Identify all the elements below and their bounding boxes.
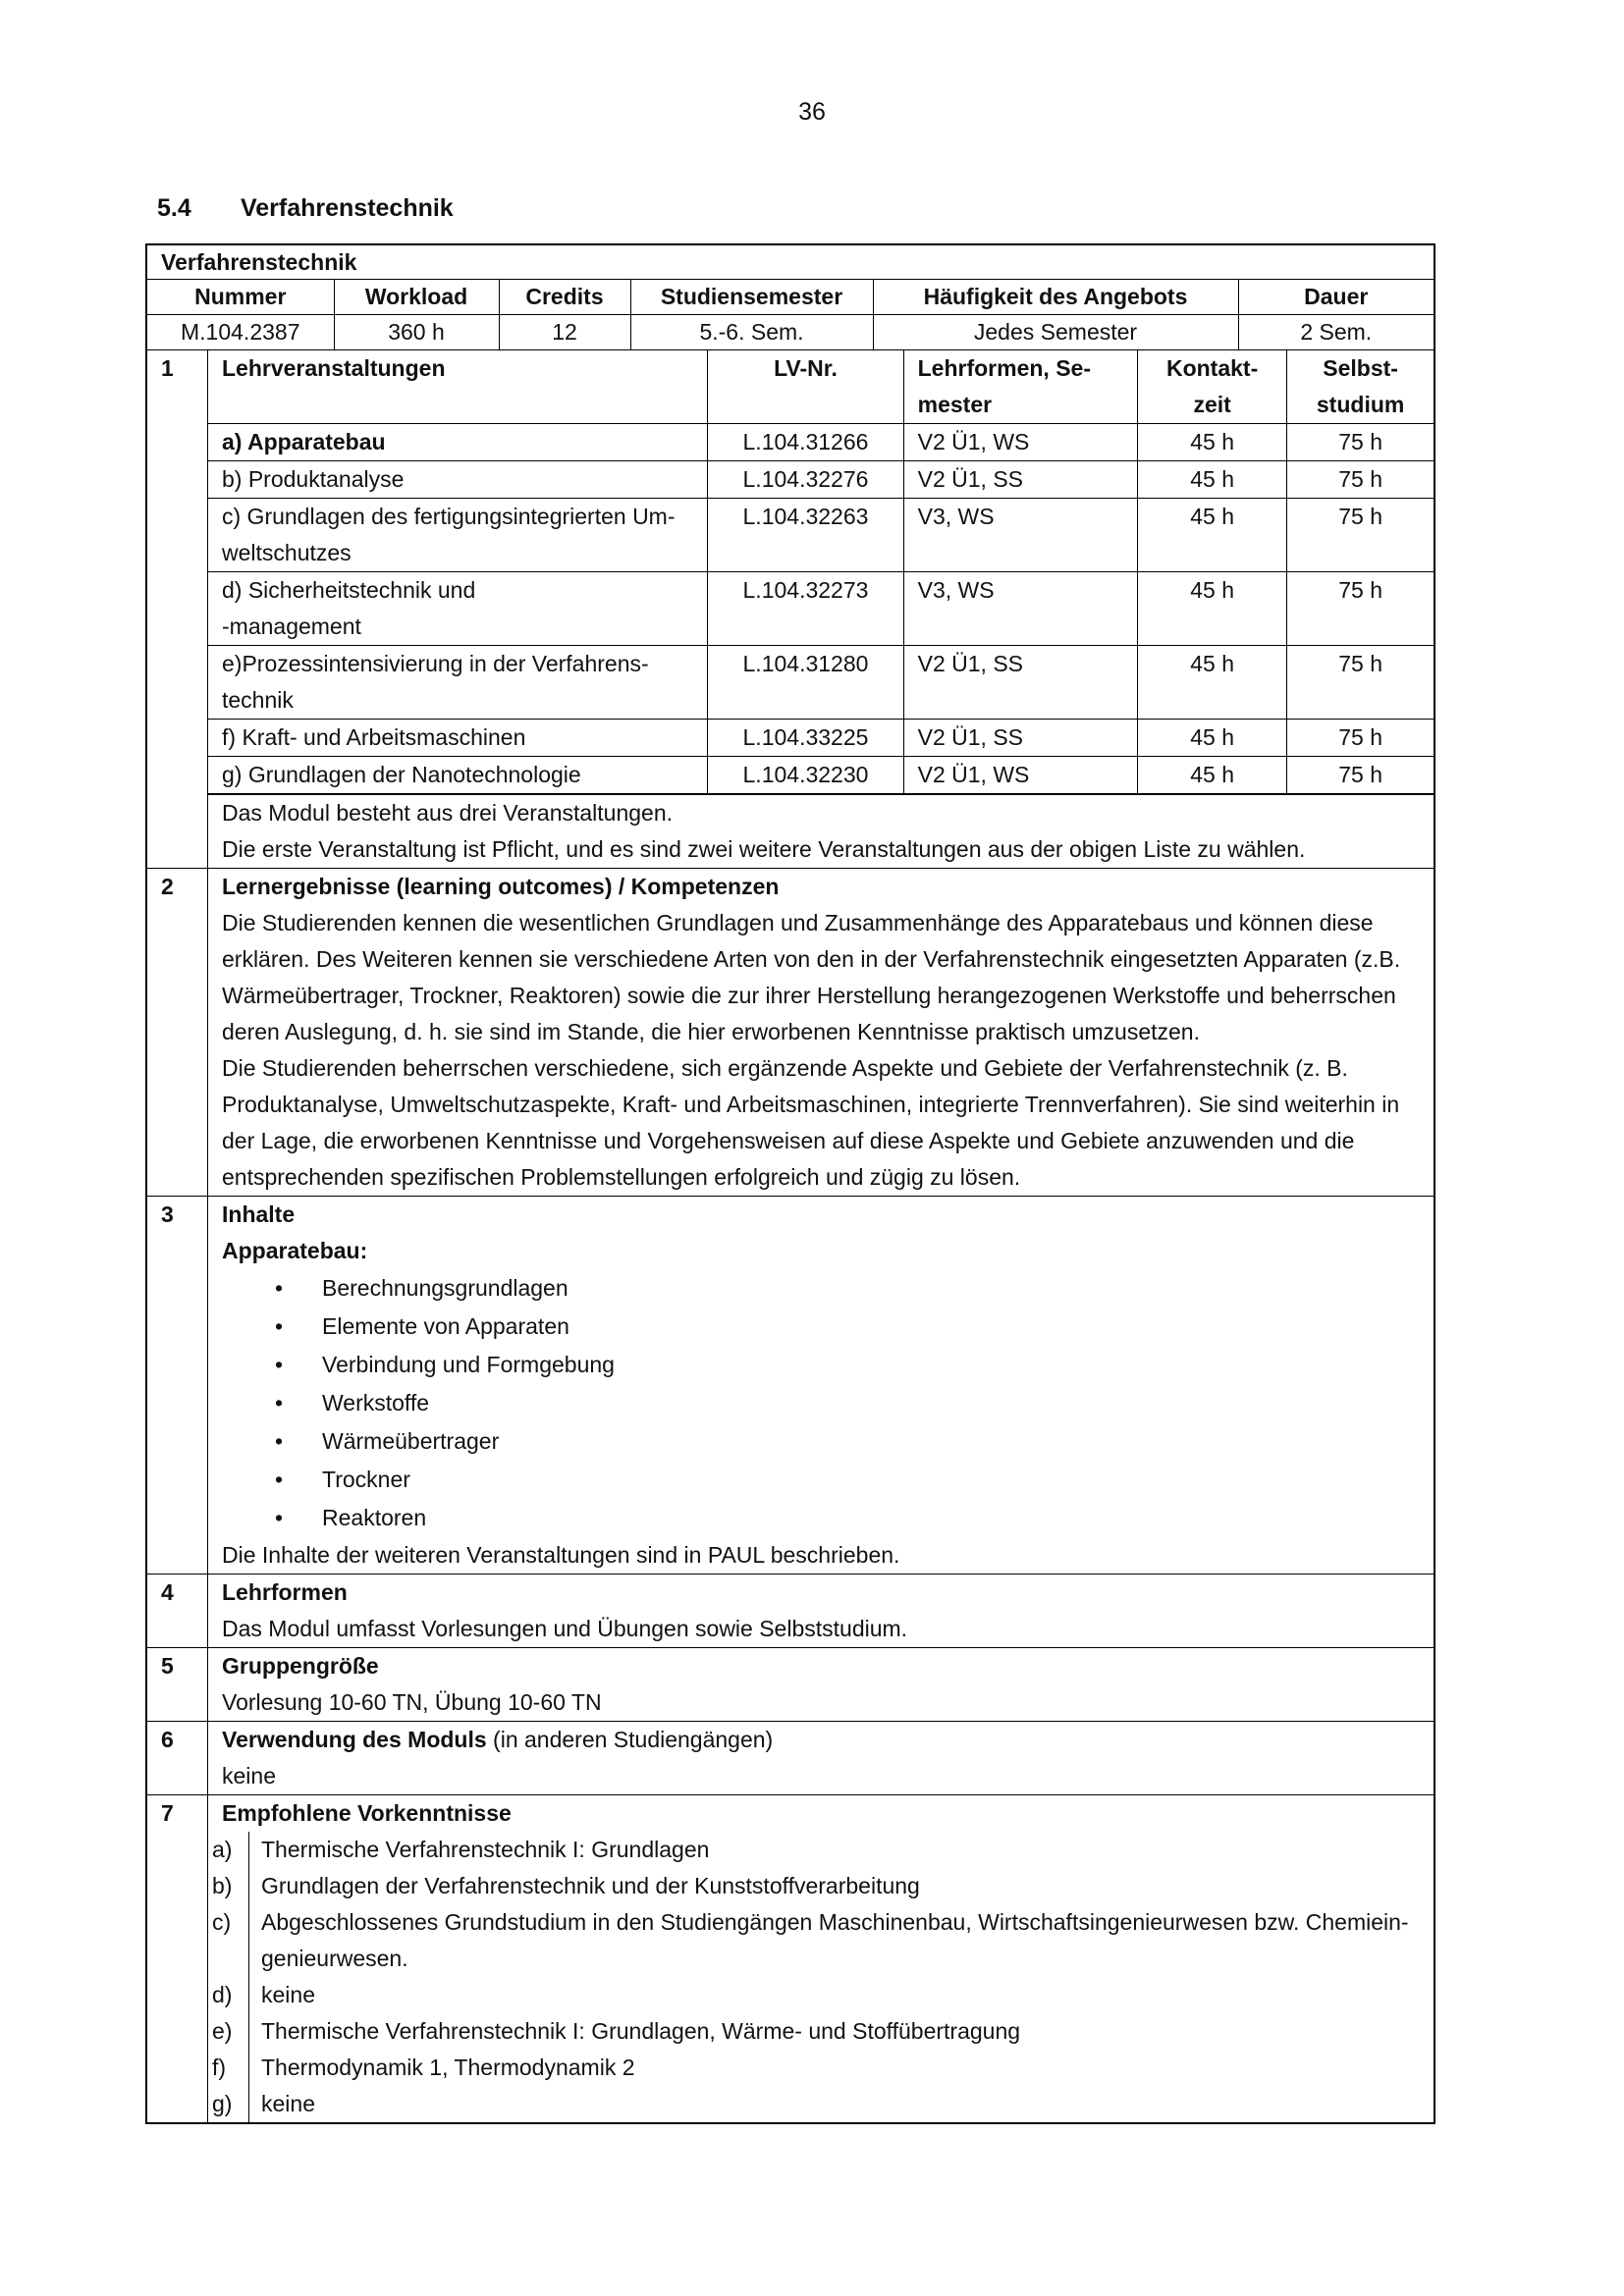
prerequisite-letter: b)	[208, 1868, 249, 1904]
section-5-text: Vorlesung 10-60 TN, Übung 10-60 TN	[222, 1689, 602, 1715]
section-4-title: Lehrformen	[222, 1579, 348, 1605]
prerequisite-item	[208, 2013, 1434, 2050]
section-7	[147, 1794, 1434, 2122]
section-3-footer: Die Inhalte der weiteren Veranstaltungen sind in PAUL beschrieben.	[222, 1542, 900, 1568]
section-2-title: Lernergebnisse (learning outcomes) / Kompetenzen	[222, 874, 780, 899]
header-value-studiensemester: 5.-6. Sem.	[630, 315, 873, 350]
section-title: Verfahrenstechnik	[240, 194, 454, 222]
header-value-workload: 360 h	[334, 315, 499, 350]
prerequisite-item	[208, 1868, 1434, 1904]
course-lvnr: L.104.32276	[708, 461, 903, 499]
section-2-number: 2	[147, 869, 208, 1196]
course-kontakt: 45 h	[1138, 499, 1287, 572]
prerequisite-letter: d)	[208, 1977, 249, 2013]
courses-header-name: Lehrveranstaltungen	[208, 350, 708, 424]
list-item: • Verbindung und Formgebung	[208, 1346, 1434, 1384]
list-item: • Reaktoren	[208, 1499, 1434, 1537]
outcome-line: entsprechenden spezifischen Problemstellungen erfolgreich und zügig zu lösen.	[222, 1164, 1021, 1190]
section-6-title-suffix: (in anderen Studiengängen)	[486, 1727, 774, 1752]
table-row	[208, 572, 1434, 646]
section-heading	[157, 194, 454, 223]
header-label-workload: Workload	[334, 280, 499, 315]
list-item: • Wärmeübertrager	[208, 1422, 1434, 1461]
list-item: • Werkstoffe	[208, 1384, 1434, 1422]
course-lvnr: L.104.31266	[708, 424, 903, 461]
section-3-subtitle: Apparatebau:	[222, 1238, 368, 1263]
section-7-number: 7	[147, 1795, 208, 2122]
course-name: f) Kraft- und Arbeitsmaschinen	[208, 720, 708, 757]
content-list	[208, 1269, 1434, 1537]
prerequisite-letter: g)	[208, 2086, 249, 2122]
section-4	[147, 1574, 1434, 1647]
course-name: a) Apparatebau	[208, 424, 708, 461]
header-label-nummer: Nummer	[147, 280, 334, 315]
section-6-number: 6	[147, 1722, 208, 1794]
header-value-credits: 12	[499, 315, 630, 350]
header-label-dauer: Dauer	[1238, 280, 1434, 315]
table-row	[208, 499, 1434, 572]
prerequisite-item	[208, 2086, 1434, 2122]
list-item: • Elemente von Apparaten	[208, 1308, 1434, 1346]
table-row	[208, 720, 1434, 757]
outcome-line: Die Studierenden beherrschen verschiedene, sich ergänzende Aspekte und Gebiete der Verfahrenstechnik (z. B.	[222, 1055, 1348, 1081]
section-3-title: Inhalte	[222, 1201, 296, 1227]
header-label-haeufigkeit: Häufigkeit des Angebots	[873, 280, 1238, 315]
section-3	[147, 1196, 1434, 1574]
prerequisite-text: keine	[261, 1982, 315, 2007]
course-kontakt: 45 h	[1138, 461, 1287, 499]
course-form: V3, WS	[903, 499, 1137, 572]
outcome-line: Produktanalyse, Umweltschutzaspekte, Kraft- und Arbeitsmaschinen, integrierte Trennverfahren). Sie sind weiterhin in	[222, 1092, 1400, 1117]
courses-header-lehrformen: Lehrformen, Se- mester	[903, 350, 1137, 424]
courses-header-row	[208, 350, 1434, 424]
page-number: 36	[798, 98, 826, 126]
module-title: Verfahrenstechnik	[147, 245, 1434, 280]
outcome-line: Die Studierenden kennen die wesentlichen Grundlagen und Zusammenhänge des Apparatebaus und können diese	[222, 910, 1374, 935]
prerequisite-letter: e)	[208, 2013, 249, 2050]
course-selbst: 75 h	[1287, 499, 1434, 572]
course-name: d) Sicherheitstechnik und -management	[208, 572, 708, 646]
course-selbst: 75 h	[1287, 572, 1434, 646]
course-form: V2 Ü1, SS	[903, 461, 1137, 499]
prerequisite-item	[208, 1832, 1434, 1868]
course-name: g) Grundlagen der Nanotechnologie	[208, 757, 708, 794]
course-lvnr: L.104.31280	[708, 646, 903, 720]
module-header-table	[147, 280, 1434, 349]
outcome-line: Wärmeübertrager, Trockner, Reaktoren) sowie die zur ihrer Herstellung herangezogenen Werkstoffe und beherrschen	[222, 983, 1396, 1008]
header-value-haeufigkeit: Jedes Semester	[873, 315, 1238, 350]
prerequisite-text: Grundlagen der Verfahrenstechnik und der Kunststoffverarbeitung	[261, 1873, 920, 1898]
prerequisite-item	[208, 2050, 1434, 2086]
prerequisite-text: Thermodynamik 1, Thermodynamik 2	[261, 2055, 635, 2080]
section-5-title: Gruppengröße	[222, 1653, 379, 1679]
course-name: c) Grundlagen des fertigungsintegrierten Um- weltschutzes	[208, 499, 708, 572]
courses-note: Das Modul besteht aus drei Veranstaltungen.	[222, 800, 674, 826]
prerequisite-letter: a)	[208, 1832, 249, 1868]
course-name: b) Produktanalyse	[208, 461, 708, 499]
courses-table	[208, 350, 1434, 794]
course-form: V2 Ü1, WS	[903, 757, 1137, 794]
header-value-dauer: 2 Sem.	[1238, 315, 1434, 350]
section-3-number: 3	[147, 1197, 208, 1574]
list-item: • Berechnungsgrundlagen	[208, 1269, 1434, 1308]
course-selbst: 75 h	[1287, 757, 1434, 794]
section-4-number: 4	[147, 1575, 208, 1647]
section-1	[147, 349, 1434, 868]
courses-note: Die erste Veranstaltung ist Pflicht, und es sind zwei weitere Veranstaltungen aus der obigen Liste zu wählen.	[222, 836, 1306, 862]
table-row	[208, 424, 1434, 461]
table-row	[208, 461, 1434, 499]
course-selbst: 75 h	[1287, 720, 1434, 757]
header-label-credits: Credits	[499, 280, 630, 315]
course-selbst: 75 h	[1287, 461, 1434, 499]
section-7-title: Empfohlene Vorkenntnisse	[222, 1800, 512, 1826]
section-1-number: 1	[147, 350, 208, 868]
course-form: V2 Ü1, SS	[903, 720, 1137, 757]
prerequisite-letter: f)	[208, 2050, 249, 2086]
course-kontakt: 45 h	[1138, 757, 1287, 794]
courses-header-selbst: Selbst- studium	[1287, 350, 1434, 424]
course-form: V3, WS	[903, 572, 1137, 646]
prerequisite-text: Thermische Verfahrenstechnik I: Grundlagen	[261, 1837, 710, 1862]
course-name: e)Prozessintensivierung in der Verfahrens- technik	[208, 646, 708, 720]
course-form: V2 Ü1, WS	[903, 424, 1137, 461]
module-table	[145, 243, 1435, 2124]
table-row	[208, 646, 1434, 720]
header-value-nummer: M.104.2387	[147, 315, 334, 350]
course-kontakt: 45 h	[1138, 424, 1287, 461]
header-label-studiensemester: Studiensemester	[630, 280, 873, 315]
course-kontakt: 45 h	[1138, 720, 1287, 757]
course-selbst: 75 h	[1287, 424, 1434, 461]
section-4-text: Das Modul umfasst Vorlesungen und Übungen sowie Selbststudium.	[222, 1616, 908, 1641]
course-selbst: 75 h	[1287, 646, 1434, 720]
prerequisite-text: keine	[261, 2091, 315, 2116]
section-6	[147, 1721, 1434, 1794]
course-lvnr: L.104.32263	[708, 499, 903, 572]
section-number: 5.4	[157, 194, 191, 222]
course-lvnr: L.104.32273	[708, 572, 903, 646]
section-5-number: 5	[147, 1648, 208, 1721]
prerequisite-item	[208, 1904, 1434, 1977]
section-6-text: keine	[222, 1763, 276, 1789]
prerequisite-item	[208, 1977, 1434, 2013]
section-6-title: Verwendung des Moduls	[222, 1727, 487, 1752]
course-kontakt: 45 h	[1138, 572, 1287, 646]
course-kontakt: 45 h	[1138, 646, 1287, 720]
outcome-line: deren Auslegung, d. h. sie sind im Stande, die hier erworbenen Kenntnisse praktisch umzusetzen.	[222, 1019, 1200, 1044]
section-6-heading	[208, 1722, 1434, 1758]
outcome-line: der Lage, die erworbenen Kenntnisse und Vorgehensweisen auf diese Aspekte und Gebiete anzuwenden und die	[222, 1128, 1355, 1153]
prerequisite-text: Thermische Verfahrenstechnik I: Grundlagen, Wärme- und Stoffübertragung	[261, 2018, 1021, 2044]
courses-header-lvnr: LV-Nr.	[708, 350, 903, 424]
list-item: • Trockner	[208, 1461, 1434, 1499]
section-5	[147, 1647, 1434, 1721]
table-row	[208, 757, 1434, 794]
prerequisite-text: Abgeschlossenes Grundstudium in den Studiengängen Maschinenbau, Wirtschaftsingenieurwesen bzw. Chemiein- genieurwesen.	[261, 1909, 1409, 1971]
course-form: V2 Ü1, SS	[903, 646, 1137, 720]
course-lvnr: L.104.32230	[708, 757, 903, 794]
outcome-line: erklären. Des Weiteren kennen sie verschiedene Arten von den in der Verfahrenstechnik eingesetzten Apparaten (z.B.	[222, 946, 1401, 972]
courses-header-kontakt: Kontakt- zeit	[1138, 350, 1287, 424]
course-lvnr: L.104.33225	[708, 720, 903, 757]
prerequisite-letter: c)	[208, 1904, 249, 1977]
section-2	[147, 868, 1434, 1196]
